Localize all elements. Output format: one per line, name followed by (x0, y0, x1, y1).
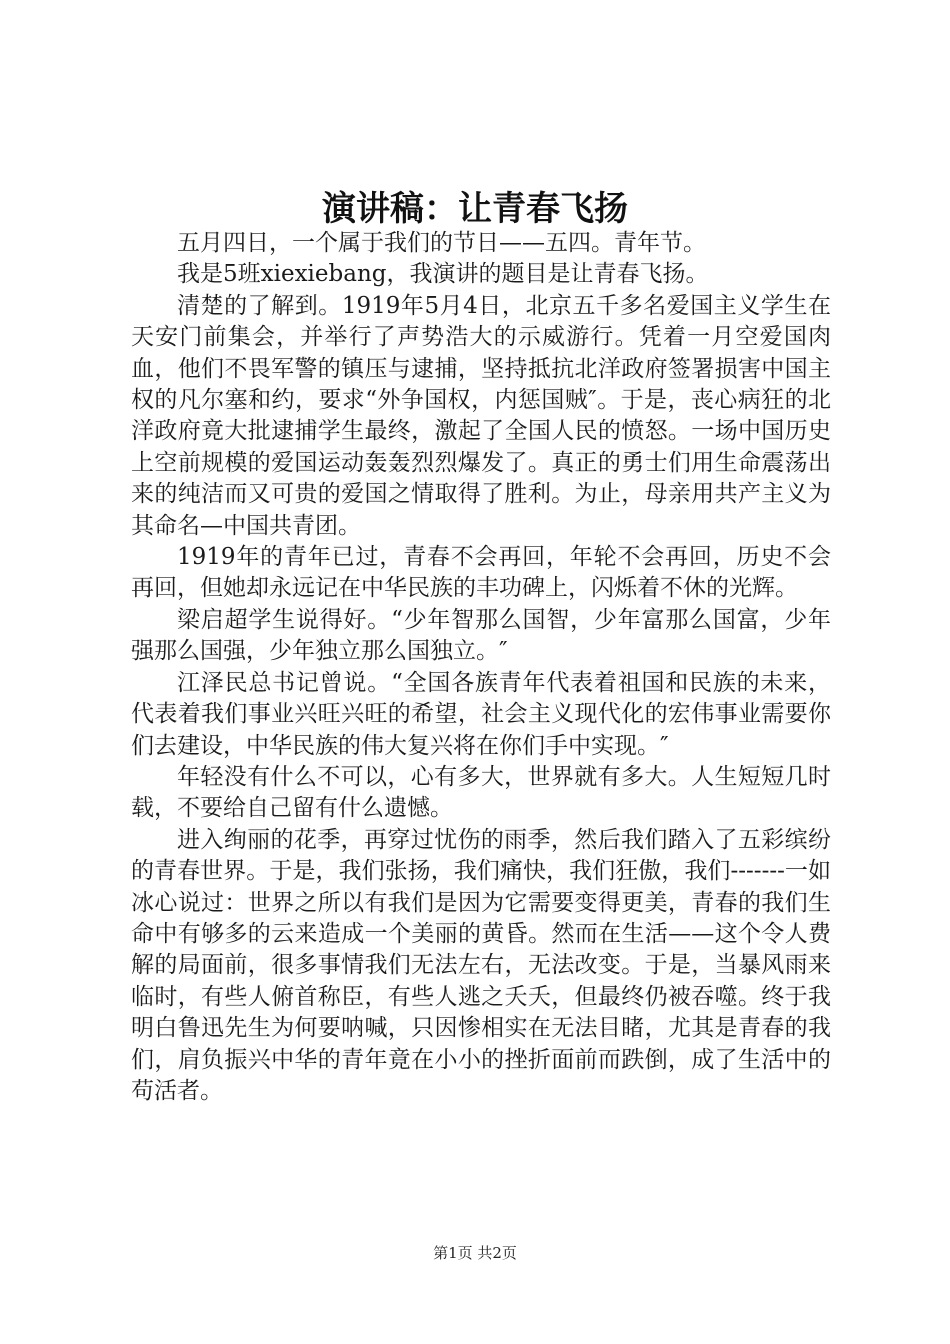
paragraph: 五月四日，一个属于我们的节日——五四。青年节。 (177, 230, 706, 256)
paragraph: 梁启超学生说得好。“少年智那么国智，少年富那么国富，少年强那么国强，少年独立那么国独立。″ (131, 606, 831, 665)
paragraph: 清楚的了解到。1919年5月4日，北京五千多名爱国主义学生在天安门前集会，并举行了声势浩大的示威游行。凭着一月空爱国肉血，他们不畏军警的镇压与逮捕，坚持抵抗北洋政府签署损害中国主权的凡尔塞和约，要求“外争国权，内惩国贼″。于是，丧心病狂的北洋政府竟大批逮捕学生最终，激起了全国人民的愤怒。一场中国历史上空前规模的爱国运动轰轰烈烈爆发了。真正的勇士们用生命震荡出来的纯洁而又可贵的爱国之情取得了胜利。为止，母亲用共产主义为其命名—中国共青团。 (131, 292, 831, 539)
paragraph: 江泽民总书记曾说。“全国各族青年代表着祖国和民族的未来，代表着我们事业兴旺兴旺的希望，社会主义现代化的宏伟事业需要你们去建设，中华民族的伟大复兴将在你们手中实现。″ (131, 669, 831, 759)
document-title: 演讲稿：让青春飞扬 (322, 189, 628, 229)
document-body (131, 228, 831, 1107)
paragraph: 年轻没有什么不可以，心有多大，世界就有多大。人生短短几时载，不要给自己留有什么遗憾。 (131, 763, 831, 822)
paragraph: 进入绚丽的花季，再穿过忧伤的雨季，然后我们踏入了五彩缤纷的青春世界。于是，我们张扬，我们痛快，我们狂傲，我们-------一如冰心说过：世界之所以有我们是因为它需要变得更美，青春的我们生命中有够多的云来造成一个美丽的黄昏。然而在生活——这个令人费解的局面前，很多事情我们无法左右，无法改变。于是，当暴风雨来临时，有些人俯首称臣，有些人逃之夭夭，但最终仍被吞噬。终于我明白鲁迅先生为何要呐喊，只因惨相实在无法目睹，尤其是青春的我们，肩负振兴中华的青年竟在小小的挫折面前而跌倒，成了生活中的苟活者。 (131, 826, 831, 1104)
page-footer: 第1页 共2页 (433, 1244, 517, 1262)
paragraph: 我是5班xiexiebang，我演讲的题目是让青春飞扬。 (177, 261, 709, 288)
paragraph: 1919年的青年已过，青春不会再回，年轮不会再回，历史不会再回，但她却永远记在中华民族的丰功碑上，闪烁着不休的光辉。 (131, 544, 831, 602)
